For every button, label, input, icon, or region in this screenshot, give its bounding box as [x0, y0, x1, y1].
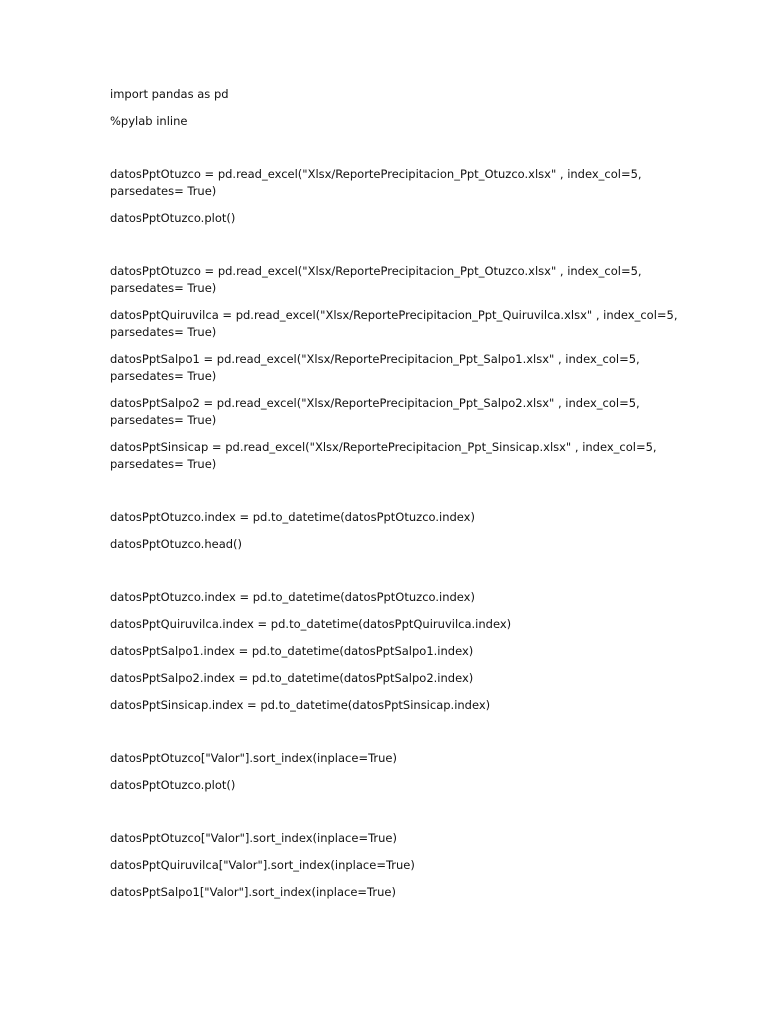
- code-line: import pandas as pd: [110, 87, 229, 101]
- code-line: datosPptSalpo2 = pd.read_excel("Xlsx/ReportePrecipitacion_Ppt_Salpo2.xlsx" , index_col=5, parsedates= True): [110, 396, 640, 427]
- code-line: datosPptSinsicap = pd.read_excel("Xlsx/ReportePrecipitacion_Ppt_Sinsicap.xlsx" , index_col=5, parsedates= True): [110, 440, 657, 471]
- paragraph-gap: [110, 140, 710, 166]
- paragraph-gap: [110, 483, 710, 509]
- paragraph-gap: [110, 563, 710, 589]
- code-line: datosPptQuiruvilca = pd.read_excel("Xlsx/ReportePrecipitacion_Ppt_Quiruvilca.xlsx" , index_col=5, parsedates= True): [110, 308, 678, 339]
- code-line: datosPptQuiruvilca.index = pd.to_datetime(datosPptQuiruvilca.index): [110, 617, 512, 631]
- paragraph-gap: [110, 724, 710, 750]
- code-line: datosPptOtuzco.plot(): [110, 778, 236, 792]
- code-line: datosPptOtuzco.index = pd.to_datetime(datosPptOtuzco.index): [110, 510, 475, 524]
- code-line: %pylab inline: [110, 114, 188, 128]
- paragraph-gap: [110, 804, 710, 830]
- code-line: datosPptSalpo1["Valor"].sort_index(inplace=True): [110, 885, 396, 899]
- code-line: datosPptOtuzco.index = pd.to_datetime(datosPptOtuzco.index): [110, 590, 475, 604]
- code-line: datosPptSalpo2.index = pd.to_datetime(datosPptSalpo2.index): [110, 671, 474, 685]
- code-line: datosPptOtuzco = pd.read_excel("Xlsx/ReportePrecipitacion_Ppt_Otuzco.xlsx" , index_col=5, parsedates= True): [110, 264, 642, 295]
- code-line: datosPptQuiruvilca["Valor"].sort_index(inplace=True): [110, 858, 415, 872]
- code-line: datosPptOtuzco.head(): [110, 537, 243, 551]
- code-line: datosPptOtuzco["Valor"].sort_index(inplace=True): [110, 831, 397, 845]
- code-line: datosPptSinsicap.index = pd.to_datetime(datosPptSinsicap.index): [110, 698, 491, 712]
- code-line: datosPptSalpo1.index = pd.to_datetime(datosPptSalpo1.index): [110, 644, 474, 658]
- code-line: datosPptSalpo1 = pd.read_excel("Xlsx/ReportePrecipitacion_Ppt_Salpo1.xlsx" , index_col=5, parsedates= True): [110, 352, 640, 383]
- code-line: datosPptOtuzco["Valor"].sort_index(inplace=True): [110, 751, 397, 765]
- code-line: datosPptOtuzco = pd.read_excel("Xlsx/ReportePrecipitacion_Ppt_Otuzco.xlsx" , index_col=5, parsedates= True): [110, 167, 642, 198]
- paragraph-gap: [110, 237, 710, 263]
- code-line: datosPptOtuzco.plot(): [110, 211, 236, 225]
- document-page: [110, 86, 710, 911]
